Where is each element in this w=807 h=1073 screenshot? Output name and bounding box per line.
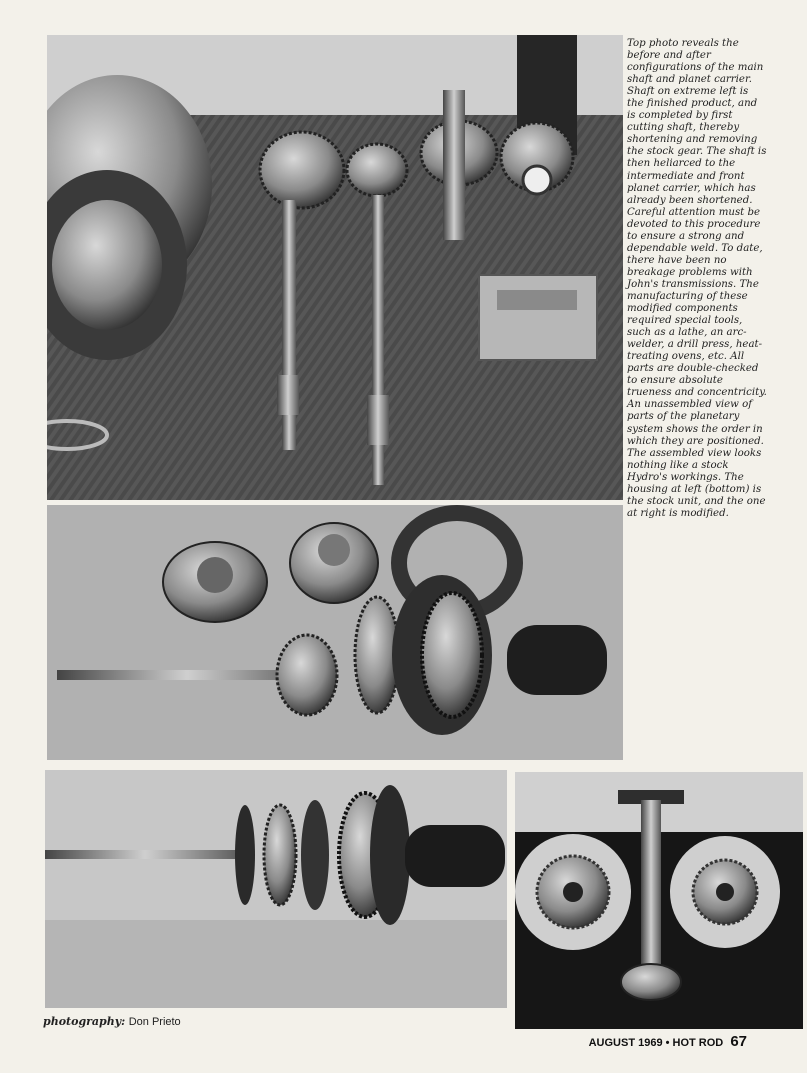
issue-line: AUGUST 1969 • HOT ROD: [588, 1037, 724, 1049]
credit-label: photography:: [43, 1015, 126, 1028]
credit-name: Don Prieto: [128, 1016, 181, 1028]
page-number: 67: [730, 1033, 747, 1050]
photo-housings-stock-vs-modified: [515, 772, 803, 1029]
photo-shafts-before-after: [47, 35, 623, 500]
photo-credit: [43, 1015, 181, 1028]
photo-planetary-assembled: [45, 770, 507, 1008]
page-footer: [589, 1033, 747, 1050]
photo-planetary-unassembled: [47, 505, 623, 760]
photo-caption: Top photo reveals the before and after configurations of the main shaft and planet carrier. Shaft on extreme left is the finished product, and is completed by first cutting shaft, thereby shortening and removing the stock gear. The shaft is then heliarced to the intermediate and front planet carrier, which has already been shortened. Careful attention must be devoted to this procedure to ensure a strong and dependable weld. To date, there have been no breakage problems with John's transmissions. The manufacturing of these modified components required special tools, such as a lathe, an arc-welder, a drill press, heat-treating ovens, etc. All parts are double-checked to ensure absolute trueness and concentricity. An unassembled view of parts of the planetary system shows the order in which they are positioned. The assembled view looks nothing like a stock Hydro's workings. The housing at left (bottom) is the stock unit, and the one at right is modified.: [627, 38, 767, 519]
